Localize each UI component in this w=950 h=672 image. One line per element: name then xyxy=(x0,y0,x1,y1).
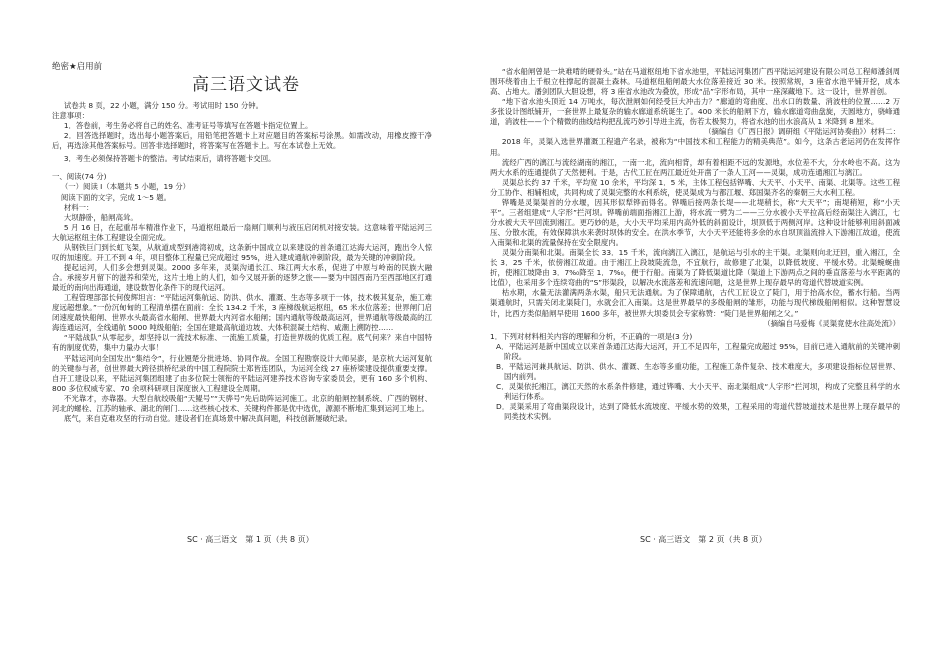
notice-item: 1．答卷前，考生务必将自己的姓名、准考证号等填写在答题卡指定位置上。 xyxy=(63,121,313,131)
paragraph: 从钢铁巨门到长虹飞架，从航道成型到港湾初成，这条新中国成立以来建设的首条通江达海大运河，跑出令人惊叹的加速度。开工不到 4 年，项目整体工程量已完成超过 95%，进入建成通航冲刺阶段，最为关键的冲刺阶段。 xyxy=(52,242,432,262)
source-citation: （摘编自马爱梅《灵渠竟使水往高处流》） xyxy=(763,318,900,328)
reading-instruction: 阅读下面的文字，完成 1～5 题。 xyxy=(60,192,172,202)
paragraph: 5 月 16 日，在起重吊车精准作业下，马道枢纽最后一扇闸门顺利与液压启闭机对接安装。这意味着平陆运河三大航运枢纽主体工程建设全面完成。 xyxy=(52,222,432,242)
confidential-mark: 绝密★启用前 xyxy=(52,62,103,72)
subsection-heading: （一）阅读 Ⅰ（本题共 5 小题，19 分） xyxy=(60,182,191,192)
material-label: 材料一： xyxy=(63,202,94,212)
page-footer: SC · 高三语文 第 1 页（共 8 页） xyxy=(187,535,314,544)
paragraph: 不光靠才，亦靠器。大型自航绞吸船“天鲲号”“天骅号”先后助阵运河施工。北京的船闸控制系统、广西的钢材、河北的螺栓、江苏的轴承、湖北的闸门……这些核心技术、关键构件都是优中选优，源源不断地汇集到运河工地上。 xyxy=(52,393,432,413)
paragraph: 灵渠分南渠和北渠。南渠全长 33．15 千米，流向漓江入漓江，是航运与引水的主干渠。北渠则向北迂回，重入湘江，全长 3．25 千米，依傍湘江故道。由于湘江上段坡陡流急，不宜航行，故修建了北渠，以降低坡度、平缓水势。北渠蜿蜒曲折，使湘江坡降由 3．7%₀降至 1．7%₀，便于行船。南渠为了降低渠道比降（渠道上下游两点之间的垂直落差与水平距离的比值），也采用多个连续弯曲的“S”形渠段，以解决水流落差和流速问题，这是世界上现存最早的弯道代替坡道实例。 xyxy=(490,248,900,288)
exam-title: 高三语文试卷 xyxy=(192,75,300,95)
page-1-body xyxy=(52,101,432,424)
paragraph: 流经广西的漓江与流经湖南的湘江，一南一北，流向相背，却有着相距不远的发源地，水位差不大，分水岭也不高。这为两大水系的连通提供了天然便利。于是，古代工匠在两江最近处开凿了一条人工河——灵渠，成功连通湘江与漓江。 xyxy=(490,157,900,177)
notice-heading: 注意事项： xyxy=(52,111,89,121)
exam-info: 试卷共 8 页，22 小题，满分 150 分。考试用时 150 分钟。 xyxy=(63,101,264,110)
paragraph: 底气，来自克难攻坚的行动自觉。建设者们在真场景中解决真问题，科技创新屡破纪录。 xyxy=(63,413,353,423)
paragraph: “平陆战队”从零起步，却坚持以一流技术标准、一流施工质量，打造世界级的优质工程。底气何来？来自中国特有的制度优势，集中力量办大事！ xyxy=(52,333,432,353)
paragraph: 工程管理部部长何俊辉坦言：“平陆运河集航运、防洪、供水、灌溉、生态等多项于一体，技术极其复杂，施工难度远超想象。”一份沉甸甸的工程清单摆在面前：全长 134.2 千米，3 座梯级航运枢纽，65 米水位落差；世界闸门启闭速度最快船闸、世界水头最高省水船闸、世界最大内河省水船闸；国内通航等级最高运河，世界通航等级最高的江海连通运河，全线通航 5000 吨级船舶；全国在建最高航道边坡、大体积混凝土结构、咸潮上溯防控…… xyxy=(52,293,432,333)
paragraph: 平陆运河向全国发出“集结令”，行业翘楚分批进场、协同作战。全国工程勘察设计大师吴澎，是京杭大运河复航的关键参与者，创世界最大跨径拱桥纪录的中国工程院院士郑皆连团队，为运河全线 27 座桥梁建设提供重要支撑。自开工建设以来，平陆运河集团组建了由多位院士领衔的平陆运河建养技术咨询专家委员会，更有 160 多个机构、800 多位权威专家、70 余项科研项目深度嵌入工程建设全周期。 xyxy=(52,353,432,393)
source-citation: （摘编自《广西日报》调研组《平陆运河协奏曲》）材料二： xyxy=(704,127,900,137)
page-footer: SC · 高三语文 第 2 页（共 8 页） xyxy=(640,535,767,544)
option-c: C．灵渠依托湘江，漓江天然的水系条件修建，通过铧嘴、大小天平、南北渠组成“人字形”拦河坝，构成了完整且科学的水利运行体系。 xyxy=(496,381,900,401)
paragraph: “地下省水池头顶近 14 万吨水，每次泄闸如何经受巨大冲击力？”廊道的弯曲度、出水口的数量、消波柱的位置……2 万多张设计图纸铺开，一套世界上最复杂的输水廊道系统诞生了。400 米长的船闸下方，输水廊道弯曲盘旋，天圆地方，骁峰通道，消波柱——个个精微的曲线结构把乱流巧妙引导进主流，伤若太极契力，将省水池的出水浪高从 1 米降到 8 厘米。 xyxy=(490,97,900,127)
paragraph: 提起运河，人们多会想到灵渠。2000 多年来，灵渠沟通长江、珠江两大水系，促进了中原与岭南的民族大融合。承接岁月留下的滋养和荣光，这片土地上的人们，如今又展开新的逐梦之旅——要为中国西南乃至西部地区打通最近的南向出海通道，建设数智化条件下的现代运河。 xyxy=(52,262,432,293)
paragraph: 枯水期，水量无法灌满两条水渠，船只无法通航。为了保障通航，古代工匠设立了陡门，用于抬高水位，蓄水行船。当两渠通航时，只需关闭北渠陡门，水就会汇入南渠。这是世界最早的多级船闸的雏形，功能与现代梯级船闸相似。这种智慧设计，比西方类似船闸早使用 1600 多年，被世界大坝委员会专家称赞：“陡门是世界船闸之父。” xyxy=(490,288,900,318)
paragraph: 铧嘴是灵渠渠首的分水堰，因其形似犁铧而得名。铧嘴后接两条长堤——北堤稍长，称“大天平”；南堤稍短，称“小天平”。三者组建成“人字形”拦河坝。铧嘴前端面指湘江上游，将水流一劈为二——三分水被小天平拉高后经南渠注入漓江，七分水被大天平回流到湘江。更巧妙的是，大小天平均采用内高外低的斜面设计，坝顶低于两侧河岸。这种设计能够利用斜面减压、分散水流，有效保障洪水来袭时坝体的安全。在洪水季节，大小天平还能将多余的水自坝顶溢流排入下游湘江故道，使流入南渠和北渠的流量保持在安全限度内。 xyxy=(490,197,900,248)
notice-item: 3．考生必须保持答题卡的整洁。考试结束后，请将答题卡交回。 xyxy=(63,154,276,164)
question-stem: 1．下列对材料相关内容的理解和分析，不正确的一项是(3 分) xyxy=(490,331,693,341)
paragraph: 2018 年，灵渠入选世界灌溉工程遗产名录，被称为“中国技术和工程能力的精美典范”。如今，这条古老运河仍在发挥作用。 xyxy=(490,137,900,157)
option-d: D．灵渠采用了弯曲渠段设计，达到了降低水流坡度、平缓水势的效果，工程采用的弯道代替坡道技术是世界上现存最早的同类技术实例。 xyxy=(496,402,900,422)
section-heading: 一、阅读(74 分) xyxy=(52,172,107,182)
page-2-body xyxy=(490,67,900,422)
notice-item: 2．回答选择题时，选出每小题答案后，用铅笔把答题卡上对应题目的答案标号涂黑。如需改动，用橡皮擦干净后，再选涂其他答案标号。回答非选择题时，将答案写在答题卡上。写在本试卷上无效。 xyxy=(52,131,432,151)
option-b: B．平陆运河兼具航运、防洪、供水、灌溉、生态等多重功能，工程施工条件复杂、技术难度大，多项建设指标位居世界、国内前列。 xyxy=(496,361,900,381)
paragraph: 大坝静卧，船闸高耸。 xyxy=(63,212,138,222)
option-a: A．平陆运河是新中国成立以来首条通江达海大运河，开工不足四年，工程量完成超过 95%，目前已进入通航前的关键冲刺阶段。 xyxy=(496,341,900,361)
paragraph: “省水船闸曾是一块难啃的硬骨头。”站在马道枢纽地下省水池里，平陆运河集团广西平陆运河建设有限公司总工程师潘剑周围环绕着由上千根立柱撑起的混凝土森林。马道枢纽船闸最大水位落差接近 30 米。按照常规，3 座省水池平铺开挖，成本高、占地大。潘剑团队大胆设想，将 3 座省水池改为叠放，形成“品”字形布局，其中一座深藏地下。这一设计，世界首创。 xyxy=(490,67,900,97)
paragraph: 灵渠总长约 37 千米，平均宽 10 余米，平均深 1．5 米，主体工程包括铧嘴、大天平、小天平、南渠、北渠等。这些工程分工协作、相辅相成，共同构成了灵渠完整的水利系统，使灵渠成为与都江堰、郑国渠齐名的秦朝三大水利工程。 xyxy=(490,177,900,197)
